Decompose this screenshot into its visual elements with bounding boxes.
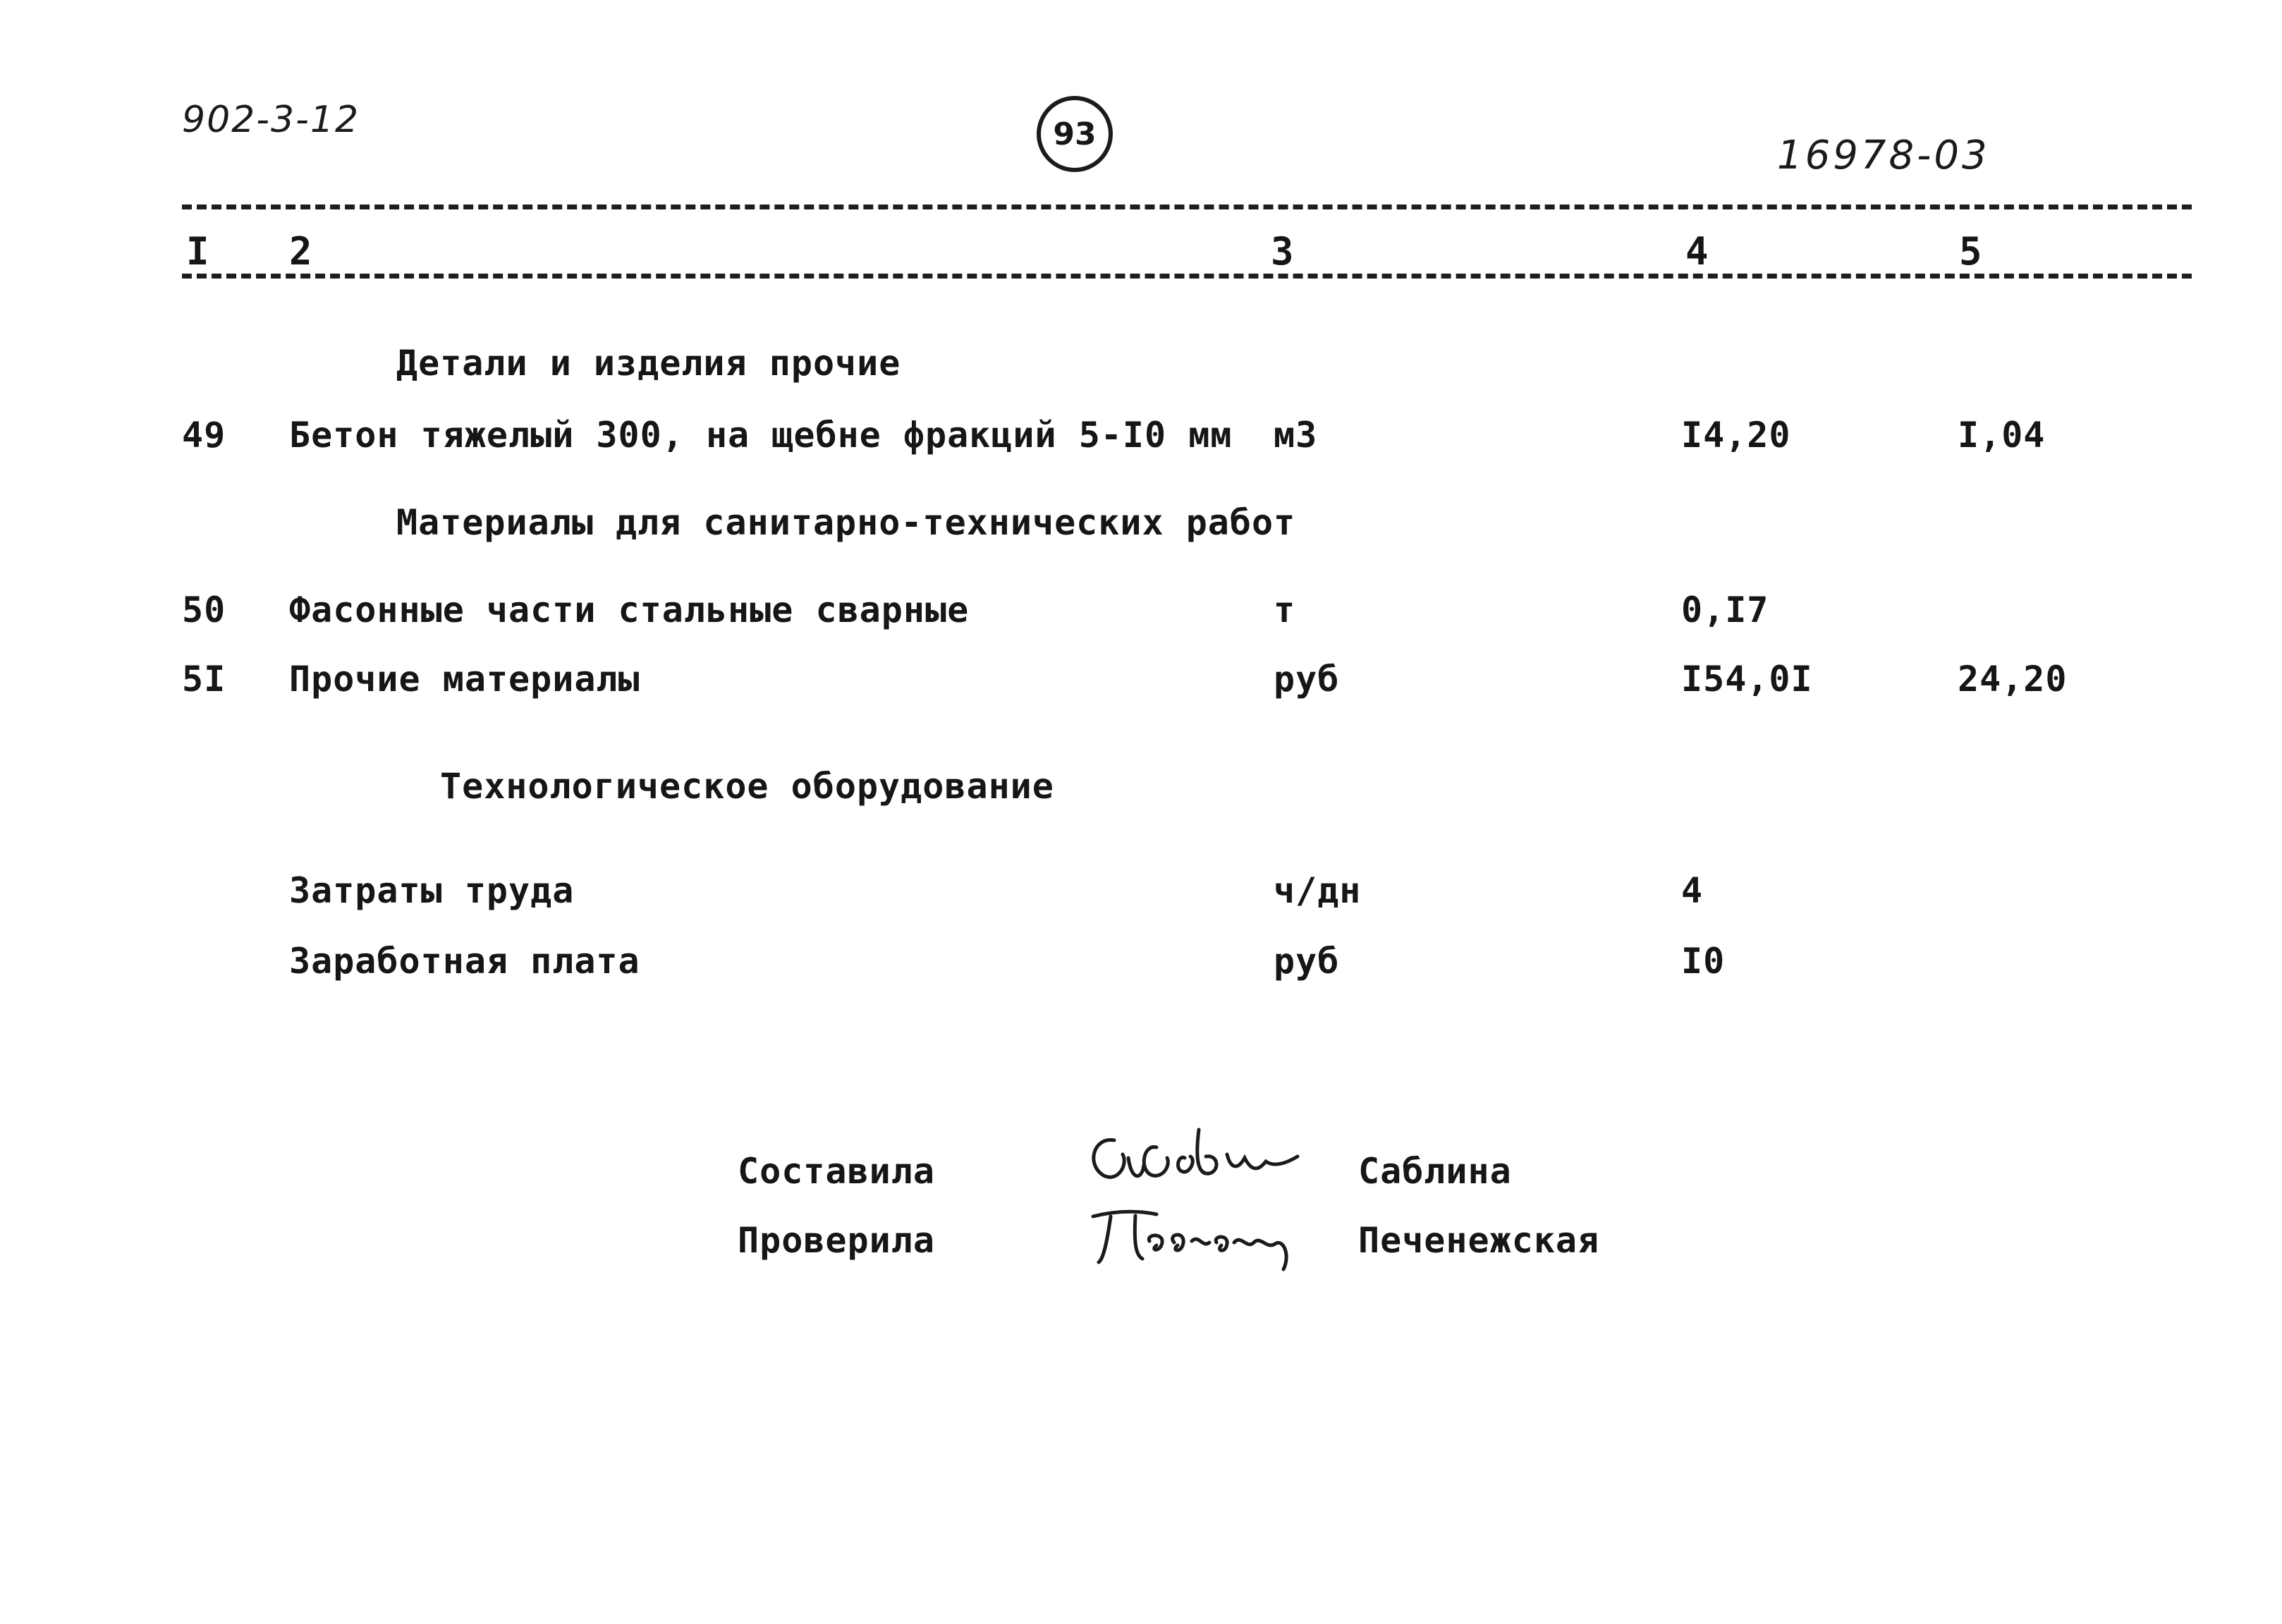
signature-role-compiled: Составила <box>738 1151 935 1192</box>
bottom-dashed-rule <box>182 274 2192 279</box>
document-number: 16978-03 <box>1777 133 1990 178</box>
row-unit: м3 <box>1274 415 1318 456</box>
row-name: Фасонные части стальные сварные <box>289 590 970 630</box>
column-number-1: I <box>182 233 214 271</box>
row-col4: I54,0I <box>1681 659 1813 700</box>
column-number-2: 2 <box>285 233 317 271</box>
column-number-4: 4 <box>1681 233 1713 271</box>
signer-name-pechenezhskaya: Печенежская <box>1358 1220 1600 1261</box>
top-dashed-rule <box>182 204 2192 209</box>
document-code: 902-3-12 <box>182 99 360 141</box>
signature-pechenezhskaya-image <box>1079 1192 1312 1283</box>
row-col4: 0,I7 <box>1681 590 1769 630</box>
row-unit: ч/дн <box>1274 870 1362 911</box>
row-col4: I4,20 <box>1681 415 1791 456</box>
row-unit: руб <box>1274 659 1340 700</box>
page-number-badge <box>1037 96 1113 172</box>
row-name: Бетон тяжелый 300, на щебне фракций 5-I0 мм <box>289 415 1233 456</box>
column-number-3: 3 <box>1267 233 1298 271</box>
row-name: Прочие материалы <box>289 659 640 700</box>
row-number: 49 <box>182 415 226 456</box>
section-heading-details: Детали и изделия прочие <box>396 343 901 384</box>
row-number: 50 <box>182 590 226 630</box>
row-unit: руб <box>1274 941 1340 982</box>
handwritten-signature-icon <box>1079 1192 1312 1283</box>
row-col5: I,04 <box>1958 415 2046 456</box>
row-unit: т <box>1274 590 1296 630</box>
signer-name-saablina: Саблина <box>1358 1151 1512 1192</box>
section-heading-sanitary: Материалы для санитарно-технических работ <box>396 502 1296 543</box>
row-name: Заработная плата <box>289 941 640 982</box>
row-col4: I0 <box>1681 941 1726 982</box>
column-number-5: 5 <box>1955 233 1987 271</box>
row-number: 5I <box>182 659 226 700</box>
row-col5: 24,20 <box>1958 659 2068 700</box>
section-heading-equipment: Технологическое оборудование <box>440 766 1054 807</box>
page-number: 93 <box>1053 116 1097 152</box>
signature-role-checked: Проверила <box>738 1220 935 1261</box>
row-name: Затраты труда <box>289 870 575 911</box>
row-col4: 4 <box>1681 870 1704 911</box>
